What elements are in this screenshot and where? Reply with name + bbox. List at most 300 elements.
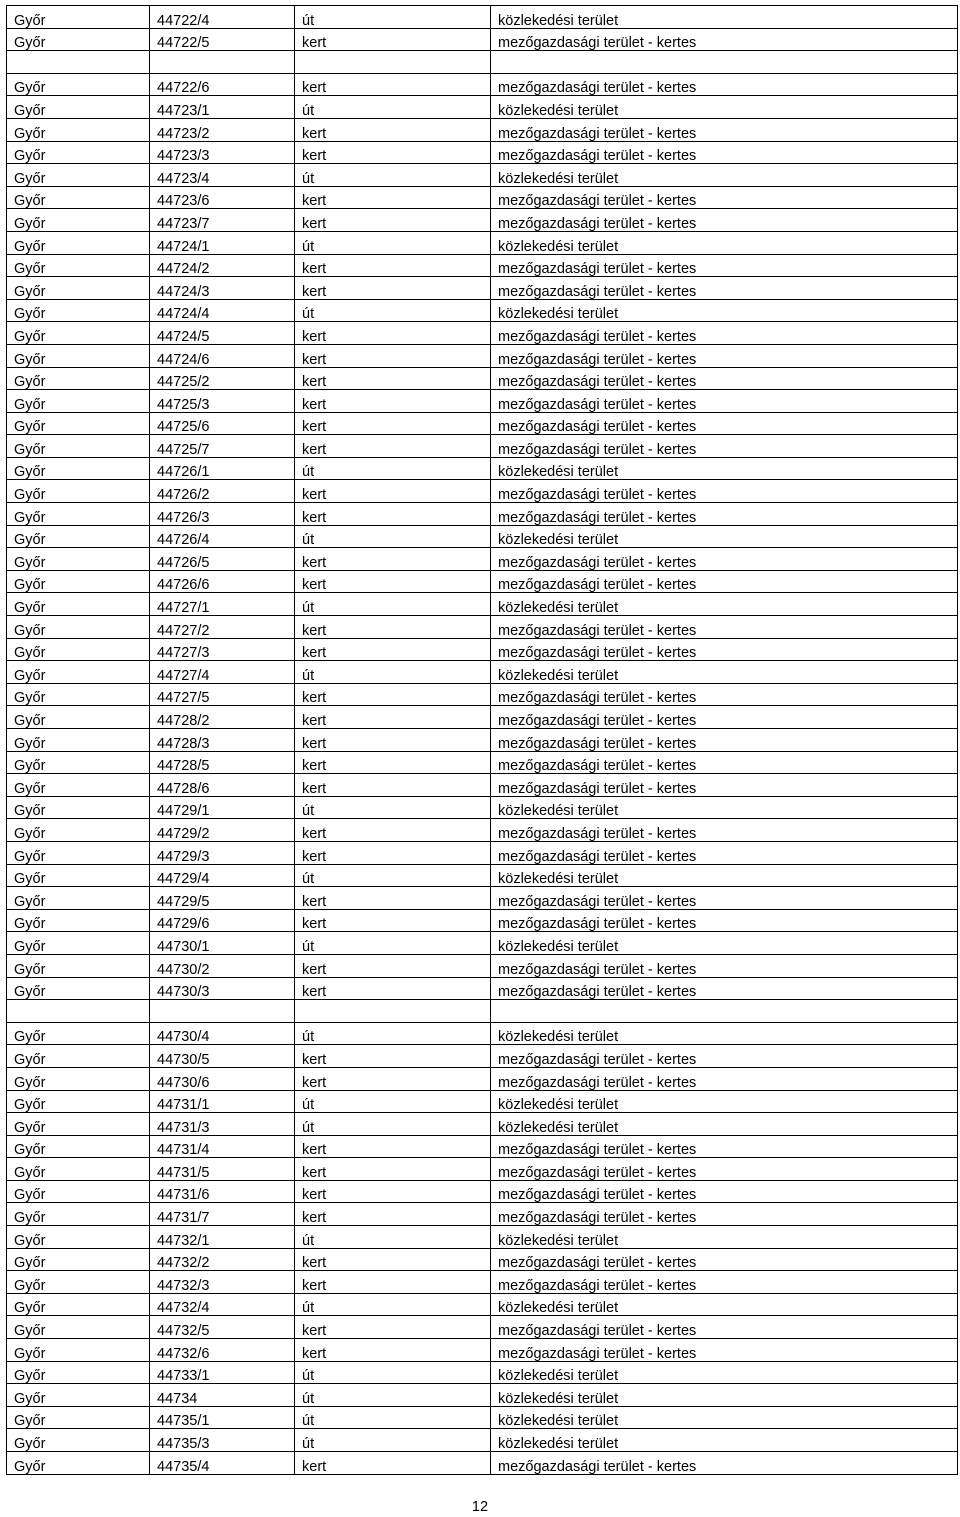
settlement-cell: Győr — [7, 299, 150, 322]
settlement-cell: Győr — [7, 390, 150, 413]
cultivation-cell: út — [295, 661, 491, 684]
cultivation-cell — [295, 1000, 491, 1023]
land-use-cell: közlekedési terület — [491, 796, 958, 819]
land-use-cell: mezőgazdasági terület - kertes — [491, 887, 958, 910]
parcel-number-cell: 44726/5 — [150, 548, 295, 571]
table-row — [7, 1452, 958, 1475]
table-row — [7, 977, 958, 1000]
parcel-number-cell — [150, 51, 295, 74]
cultivation-cell: út — [295, 593, 491, 616]
settlement-cell: Győr — [7, 548, 150, 571]
cultivation-cell: út — [295, 796, 491, 819]
cultivation-cell: kert — [295, 1339, 491, 1362]
parcel-number-cell: 44728/6 — [150, 774, 295, 797]
land-use-cell: közlekedési terület — [491, 1293, 958, 1316]
parcel-number-cell: 44727/5 — [150, 683, 295, 706]
parcel-number-cell: 44727/1 — [150, 593, 295, 616]
settlement-cell — [7, 1000, 150, 1023]
table-row — [7, 209, 958, 232]
parcel-number-cell: 44725/6 — [150, 412, 295, 435]
parcel-number-cell: 44731/6 — [150, 1180, 295, 1203]
table-row — [7, 367, 958, 390]
parcel-number-cell: 44728/3 — [150, 729, 295, 752]
land-use-cell: közlekedési terület — [491, 1429, 958, 1452]
table-row — [7, 6, 958, 29]
land-use-cell: mezőgazdasági terület - kertes — [491, 503, 958, 526]
table-row — [7, 322, 958, 345]
parcel-number-cell: 44724/2 — [150, 254, 295, 277]
cultivation-cell: út — [295, 1429, 491, 1452]
cultivation-cell: kert — [295, 1452, 491, 1475]
parcel-number-cell: 44730/2 — [150, 954, 295, 977]
land-use-cell: mezőgazdasági terület - kertes — [491, 706, 958, 729]
land-use-cell: közlekedési terület — [491, 299, 958, 322]
table-row — [7, 51, 958, 74]
settlement-cell: Győr — [7, 457, 150, 480]
cultivation-cell: út — [295, 1113, 491, 1136]
table-row — [7, 1000, 958, 1023]
land-use-cell: mezőgazdasági terület - kertes — [491, 954, 958, 977]
land-use-cell: mezőgazdasági terület - kertes — [491, 1158, 958, 1181]
land-use-cell: mezőgazdasági terület - kertes — [491, 1316, 958, 1339]
table-row — [7, 299, 958, 322]
cultivation-cell: kert — [295, 1180, 491, 1203]
land-use-cell: mezőgazdasági terület - kertes — [491, 118, 958, 141]
settlement-cell: Győr — [7, 1452, 150, 1475]
table-row — [7, 570, 958, 593]
table-row — [7, 819, 958, 842]
settlement-cell: Győr — [7, 1293, 150, 1316]
table-row — [7, 231, 958, 254]
settlement-cell: Győr — [7, 1067, 150, 1090]
table-row — [7, 548, 958, 571]
cultivation-cell: kert — [295, 751, 491, 774]
cultivation-cell: kert — [295, 774, 491, 797]
parcel-number-cell: 44732/3 — [150, 1271, 295, 1294]
table-row — [7, 1339, 958, 1362]
settlement-cell: Győr — [7, 164, 150, 187]
settlement-cell: Győr — [7, 1090, 150, 1113]
table-row — [7, 1271, 958, 1294]
table-row — [7, 254, 958, 277]
settlement-cell: Győr — [7, 96, 150, 119]
land-use-cell: közlekedési terület — [491, 1384, 958, 1407]
table-row — [7, 277, 958, 300]
land-use-cell: mezőgazdasági terület - kertes — [491, 1135, 958, 1158]
parcel-number-cell: 44723/2 — [150, 118, 295, 141]
land-use-cell: közlekedési terület — [491, 231, 958, 254]
land-use-cell: mezőgazdasági terület - kertes — [491, 141, 958, 164]
settlement-cell: Győr — [7, 254, 150, 277]
land-use-cell: közlekedési terület — [491, 661, 958, 684]
table-row — [7, 774, 958, 797]
cultivation-cell: út — [295, 1226, 491, 1249]
cultivation-cell: kert — [295, 729, 491, 752]
parcel-number-cell: 44730/1 — [150, 932, 295, 955]
land-use-cell: mezőgazdasági terület - kertes — [491, 683, 958, 706]
table-row — [7, 96, 958, 119]
table-row — [7, 683, 958, 706]
settlement-cell: Győr — [7, 661, 150, 684]
parcel-number-cell: 44723/4 — [150, 164, 295, 187]
land-use-cell: mezőgazdasági terület - kertes — [491, 638, 958, 661]
land-use-cell: mezőgazdasági terület - kertes — [491, 480, 958, 503]
table-row — [7, 186, 958, 209]
land-use-cell: mezőgazdasági terület - kertes — [491, 570, 958, 593]
table-row — [7, 1429, 958, 1452]
cultivation-cell: kert — [295, 322, 491, 345]
cultivation-cell: kert — [295, 1316, 491, 1339]
settlement-cell: Győr — [7, 1248, 150, 1271]
land-use-cell: mezőgazdasági terület - kertes — [491, 1248, 958, 1271]
land-use-cell: mezőgazdasági terület - kertes — [491, 616, 958, 639]
land-use-cell: mezőgazdasági terület - kertes — [491, 1045, 958, 1068]
parcel-number-cell: 44724/3 — [150, 277, 295, 300]
table-row — [7, 954, 958, 977]
land-use-cell: közlekedési terület — [491, 1022, 958, 1045]
cultivation-cell: út — [295, 164, 491, 187]
settlement-cell: Győr — [7, 570, 150, 593]
parcel-number-cell: 44724/5 — [150, 322, 295, 345]
table-row — [7, 344, 958, 367]
settlement-cell: Győr — [7, 525, 150, 548]
land-use-cell: közlekedési terület — [491, 1226, 958, 1249]
table-row — [7, 28, 958, 51]
settlement-cell: Győr — [7, 954, 150, 977]
parcel-number-cell: 44735/3 — [150, 1429, 295, 1452]
table-row — [7, 1090, 958, 1113]
cultivation-cell: kert — [295, 706, 491, 729]
settlement-cell: Győr — [7, 277, 150, 300]
cultivation-cell: kert — [295, 277, 491, 300]
land-use-cell: mezőgazdasági terület - kertes — [491, 209, 958, 232]
parcel-table — [6, 5, 958, 1475]
cultivation-cell: út — [295, 932, 491, 955]
parcel-number-cell: 44732/6 — [150, 1339, 295, 1362]
cultivation-cell: út — [295, 525, 491, 548]
land-use-cell: közlekedési terület — [491, 1406, 958, 1429]
settlement-cell: Győr — [7, 412, 150, 435]
cultivation-cell: kert — [295, 435, 491, 458]
table-row — [7, 1203, 958, 1226]
settlement-cell: Győr — [7, 751, 150, 774]
table-row — [7, 1384, 958, 1407]
cultivation-cell: kert — [295, 954, 491, 977]
table-row — [7, 412, 958, 435]
table-row — [7, 1113, 958, 1136]
table-row — [7, 909, 958, 932]
cultivation-cell: kert — [295, 548, 491, 571]
parcel-number-cell: 44726/1 — [150, 457, 295, 480]
cultivation-cell: kert — [295, 254, 491, 277]
land-use-cell: közlekedési terület — [491, 457, 958, 480]
land-use-cell: mezőgazdasági terület - kertes — [491, 390, 958, 413]
settlement-cell: Győr — [7, 435, 150, 458]
parcel-number-cell: 44724/6 — [150, 344, 295, 367]
parcel-number-cell: 44722/4 — [150, 6, 295, 29]
cultivation-cell: kert — [295, 186, 491, 209]
table-row — [7, 118, 958, 141]
parcel-number-cell: 44723/7 — [150, 209, 295, 232]
land-use-cell: mezőgazdasági terület - kertes — [491, 729, 958, 752]
parcel-number-cell: 44729/1 — [150, 796, 295, 819]
land-use-cell: mezőgazdasági terület - kertes — [491, 73, 958, 96]
cultivation-cell: kert — [295, 819, 491, 842]
land-use-cell — [491, 51, 958, 74]
parcel-number-cell — [150, 1000, 295, 1023]
settlement-cell: Győr — [7, 1316, 150, 1339]
settlement-cell: Győr — [7, 977, 150, 1000]
parcel-number-cell: 44722/5 — [150, 28, 295, 51]
cultivation-cell: út — [295, 864, 491, 887]
settlement-cell: Győr — [7, 683, 150, 706]
parcel-number-cell: 44722/6 — [150, 73, 295, 96]
land-use-cell: mezőgazdasági terület - kertes — [491, 435, 958, 458]
cultivation-cell: kert — [295, 480, 491, 503]
table-row — [7, 1135, 958, 1158]
table-row — [7, 706, 958, 729]
cultivation-cell: út — [295, 231, 491, 254]
cultivation-cell: kert — [295, 367, 491, 390]
settlement-cell: Győr — [7, 344, 150, 367]
table-row — [7, 1406, 958, 1429]
cultivation-cell: kert — [295, 1271, 491, 1294]
land-use-cell: közlekedési terület — [491, 525, 958, 548]
settlement-cell: Győr — [7, 1384, 150, 1407]
land-use-cell: közlekedési terület — [491, 1361, 958, 1384]
parcel-number-cell: 44731/7 — [150, 1203, 295, 1226]
cultivation-cell: kert — [295, 570, 491, 593]
parcel-number-cell: 44729/3 — [150, 841, 295, 864]
parcel-number-cell: 44731/4 — [150, 1135, 295, 1158]
table-row — [7, 1316, 958, 1339]
settlement-cell: Győr — [7, 367, 150, 390]
parcel-number-cell: 44725/3 — [150, 390, 295, 413]
parcel-number-cell: 44729/4 — [150, 864, 295, 887]
cultivation-cell: kert — [295, 118, 491, 141]
table-row — [7, 73, 958, 96]
table-row — [7, 457, 958, 480]
cultivation-cell: kert — [295, 616, 491, 639]
parcel-number-cell: 44728/5 — [150, 751, 295, 774]
cultivation-cell: út — [295, 299, 491, 322]
settlement-cell: Győr — [7, 1022, 150, 1045]
parcel-number-cell: 44726/4 — [150, 525, 295, 548]
land-use-cell: mezőgazdasági terület - kertes — [491, 1271, 958, 1294]
cultivation-cell: út — [295, 1022, 491, 1045]
land-use-cell: mezőgazdasági terület - kertes — [491, 977, 958, 1000]
settlement-cell: Győr — [7, 932, 150, 955]
land-use-cell: közlekedési terület — [491, 1090, 958, 1113]
land-use-cell: mezőgazdasági terület - kertes — [491, 322, 958, 345]
settlement-cell: Győr — [7, 1271, 150, 1294]
parcel-number-cell: 44735/1 — [150, 1406, 295, 1429]
table-row — [7, 616, 958, 639]
settlement-cell: Győr — [7, 1429, 150, 1452]
land-use-cell: mezőgazdasági terület - kertes — [491, 819, 958, 842]
cultivation-cell: út — [295, 1090, 491, 1113]
land-use-cell: mezőgazdasági terület - kertes — [491, 344, 958, 367]
cultivation-cell: kert — [295, 28, 491, 51]
table-row — [7, 435, 958, 458]
land-use-cell: mezőgazdasági terület - kertes — [491, 751, 958, 774]
land-use-cell: közlekedési terület — [491, 96, 958, 119]
settlement-cell: Győr — [7, 1203, 150, 1226]
parcel-number-cell: 44729/5 — [150, 887, 295, 910]
settlement-cell: Győr — [7, 231, 150, 254]
parcel-number-cell: 44725/2 — [150, 367, 295, 390]
settlement-cell: Győr — [7, 118, 150, 141]
settlement-cell: Győr — [7, 186, 150, 209]
parcel-number-cell: 44726/2 — [150, 480, 295, 503]
cultivation-cell: út — [295, 1293, 491, 1316]
cultivation-cell: kert — [295, 1045, 491, 1068]
table-row — [7, 525, 958, 548]
settlement-cell — [7, 51, 150, 74]
cultivation-cell: út — [295, 1384, 491, 1407]
land-use-cell: mezőgazdasági terület - kertes — [491, 1203, 958, 1226]
cultivation-cell: kert — [295, 1203, 491, 1226]
table-row — [7, 661, 958, 684]
land-use-cell: mezőgazdasági terület - kertes — [491, 1067, 958, 1090]
parcel-number-cell: 44729/6 — [150, 909, 295, 932]
table-row — [7, 1226, 958, 1249]
table-row — [7, 1158, 958, 1181]
cultivation-cell: kert — [295, 141, 491, 164]
cultivation-cell: út — [295, 96, 491, 119]
land-use-cell: közlekedési terület — [491, 6, 958, 29]
parcel-number-cell: 44731/5 — [150, 1158, 295, 1181]
settlement-cell: Győr — [7, 322, 150, 345]
cultivation-cell: kert — [295, 73, 491, 96]
land-use-cell: közlekedési terület — [491, 1113, 958, 1136]
parcel-number-cell: 44730/3 — [150, 977, 295, 1000]
parcel-number-cell: 44727/4 — [150, 661, 295, 684]
land-use-cell: mezőgazdasági terület - kertes — [491, 1452, 958, 1475]
settlement-cell: Győr — [7, 909, 150, 932]
cultivation-cell: kert — [295, 887, 491, 910]
table-row — [7, 887, 958, 910]
table-row — [7, 796, 958, 819]
parcel-number-cell: 44727/2 — [150, 616, 295, 639]
parcel-number-cell: 44725/7 — [150, 435, 295, 458]
settlement-cell: Győr — [7, 141, 150, 164]
parcel-number-cell: 44730/4 — [150, 1022, 295, 1045]
table-row — [7, 593, 958, 616]
settlement-cell: Győr — [7, 1113, 150, 1136]
cultivation-cell — [295, 51, 491, 74]
table-row — [7, 1022, 958, 1045]
parcel-number-cell: 44732/2 — [150, 1248, 295, 1271]
table-row — [7, 164, 958, 187]
parcel-number-cell: 44729/2 — [150, 819, 295, 842]
parcel-number-cell: 44724/1 — [150, 231, 295, 254]
land-use-cell: mezőgazdasági terület - kertes — [491, 548, 958, 571]
settlement-cell: Győr — [7, 796, 150, 819]
settlement-cell: Győr — [7, 819, 150, 842]
settlement-cell: Győr — [7, 729, 150, 752]
land-use-cell: közlekedési terület — [491, 932, 958, 955]
land-use-cell: közlekedési terület — [491, 593, 958, 616]
land-use-cell: mezőgazdasági terület - kertes — [491, 28, 958, 51]
settlement-cell: Győr — [7, 1135, 150, 1158]
settlement-cell: Győr — [7, 1226, 150, 1249]
parcel-table-container — [6, 5, 957, 1475]
land-use-cell: közlekedési terület — [491, 864, 958, 887]
cultivation-cell: út — [295, 6, 491, 29]
table-row — [7, 480, 958, 503]
cultivation-cell: út — [295, 1361, 491, 1384]
table-row — [7, 729, 958, 752]
land-use-cell: mezőgazdasági terület - kertes — [491, 774, 958, 797]
land-use-cell: mezőgazdasági terület - kertes — [491, 367, 958, 390]
parcel-number-cell: 44733/1 — [150, 1361, 295, 1384]
settlement-cell: Győr — [7, 1045, 150, 1068]
cultivation-cell: kert — [295, 1067, 491, 1090]
parcel-number-cell: 44734 — [150, 1384, 295, 1407]
land-use-cell: mezőgazdasági terület - kertes — [491, 412, 958, 435]
parcel-number-cell: 44724/4 — [150, 299, 295, 322]
cultivation-cell: kert — [295, 909, 491, 932]
cultivation-cell: kert — [295, 683, 491, 706]
cultivation-cell: kert — [295, 344, 491, 367]
parcel-number-cell: 44726/3 — [150, 503, 295, 526]
cultivation-cell: út — [295, 1406, 491, 1429]
land-use-cell: mezőgazdasági terület - kertes — [491, 186, 958, 209]
settlement-cell: Győr — [7, 480, 150, 503]
settlement-cell: Győr — [7, 706, 150, 729]
parcel-number-cell: 44731/1 — [150, 1090, 295, 1113]
cultivation-cell: kert — [295, 841, 491, 864]
table-row — [7, 1361, 958, 1384]
land-use-cell: mezőgazdasági terület - kertes — [491, 1339, 958, 1362]
cultivation-cell: kert — [295, 503, 491, 526]
settlement-cell: Győr — [7, 774, 150, 797]
table-row — [7, 503, 958, 526]
table-row — [7, 1248, 958, 1271]
table-row — [7, 864, 958, 887]
page-number: 12 — [471, 1499, 489, 1515]
cultivation-cell: kert — [295, 390, 491, 413]
land-use-cell — [491, 1000, 958, 1023]
settlement-cell: Győr — [7, 1180, 150, 1203]
settlement-cell: Győr — [7, 73, 150, 96]
settlement-cell: Győr — [7, 864, 150, 887]
parcel-number-cell: 44723/6 — [150, 186, 295, 209]
settlement-cell: Győr — [7, 1158, 150, 1181]
settlement-cell: Győr — [7, 841, 150, 864]
cultivation-cell: kert — [295, 1158, 491, 1181]
table-row — [7, 1293, 958, 1316]
table-row — [7, 1067, 958, 1090]
parcel-number-cell: 44723/1 — [150, 96, 295, 119]
land-use-cell: közlekedési terület — [491, 164, 958, 187]
cultivation-cell: út — [295, 457, 491, 480]
parcel-number-cell: 44726/6 — [150, 570, 295, 593]
settlement-cell: Győr — [7, 616, 150, 639]
parcel-number-cell: 44732/5 — [150, 1316, 295, 1339]
settlement-cell: Győr — [7, 28, 150, 51]
cultivation-cell: kert — [295, 412, 491, 435]
cultivation-cell: kert — [295, 1248, 491, 1271]
settlement-cell: Győr — [7, 1339, 150, 1362]
settlement-cell: Győr — [7, 887, 150, 910]
table-row — [7, 638, 958, 661]
parcel-number-cell: 44730/6 — [150, 1067, 295, 1090]
parcel-number-cell: 44731/3 — [150, 1113, 295, 1136]
cultivation-cell: kert — [295, 1135, 491, 1158]
parcel-number-cell: 44732/4 — [150, 1293, 295, 1316]
